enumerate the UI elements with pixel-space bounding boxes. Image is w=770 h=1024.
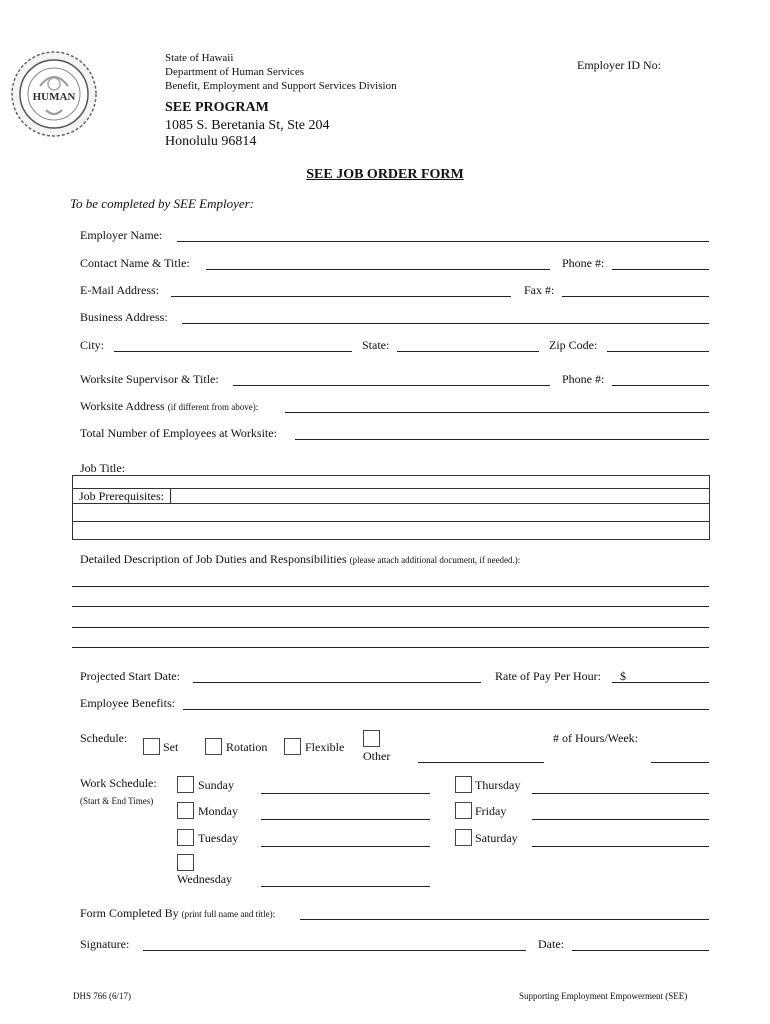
phone-label: Phone #: xyxy=(562,256,605,270)
fax-label: Fax #: xyxy=(524,283,555,297)
sunday-times-field[interactable] xyxy=(261,793,430,794)
schedule-rotation-checkbox[interactable] xyxy=(205,738,222,755)
description-line-2[interactable] xyxy=(72,606,709,607)
wednesday-checkbox[interactable] xyxy=(177,854,194,871)
dollar-sign: $ xyxy=(620,669,626,683)
business-address-label: Business Address: xyxy=(80,310,168,324)
work-schedule-note: (Start & End Times) xyxy=(80,796,154,806)
schedule-set-checkbox[interactable] xyxy=(143,738,160,755)
employer-name-field[interactable] xyxy=(177,241,709,242)
footer-program-name: Supporting Employment Empowerment (SEE) xyxy=(519,991,688,1001)
thursday-label: Thursday xyxy=(475,778,521,792)
description-label xyxy=(80,552,520,567)
worksite-address-field[interactable] xyxy=(285,412,709,413)
completed-by-label xyxy=(80,906,275,921)
schedule-other-label: Other xyxy=(363,749,391,763)
total-employees-label: Total Number of Employees at Worksite: xyxy=(80,426,277,440)
schedule-other-checkbox[interactable] xyxy=(363,730,380,747)
hours-week-label: # of Hours/Week: xyxy=(553,731,639,745)
saturday-times-field[interactable] xyxy=(532,846,709,847)
benefits-field[interactable] xyxy=(183,709,709,710)
job-table xyxy=(72,475,710,540)
benefits-label: Employee Benefits: xyxy=(80,696,175,710)
dhs-seal-logo xyxy=(10,48,98,140)
friday-times-field[interactable] xyxy=(532,819,709,820)
rate-pay-field[interactable] xyxy=(612,682,709,683)
completed-by-field[interactable] xyxy=(300,919,709,920)
saturday-checkbox[interactable] xyxy=(455,829,472,846)
supervisor-field[interactable] xyxy=(233,385,550,386)
worksite-address-label xyxy=(80,399,258,414)
signature-label: Signature: xyxy=(80,937,130,951)
saturday-label: Saturday xyxy=(475,831,518,845)
state-label: State: xyxy=(362,338,390,352)
job-prereq-field-1[interactable] xyxy=(73,504,709,522)
zip-field[interactable] xyxy=(607,351,709,352)
org-line-2: Department of Human Services xyxy=(165,66,304,78)
schedule-rotation-label: Rotation xyxy=(226,740,268,754)
date-field[interactable] xyxy=(572,950,709,951)
employer-name-label: Employer Name: xyxy=(80,228,163,242)
thursday-checkbox[interactable] xyxy=(455,776,472,793)
contact-name-label: Contact Name & Title: xyxy=(80,256,190,270)
start-date-field[interactable] xyxy=(193,682,481,683)
friday-checkbox[interactable] xyxy=(455,802,472,819)
form-instruction: To be completed by SEE Employer: xyxy=(70,196,254,211)
worksite-address-note: (if different from above): xyxy=(167,402,259,412)
supervisor-label: Worksite Supervisor & Title: xyxy=(80,372,219,386)
city-label: City: xyxy=(80,338,105,352)
wednesday-label: Wednesday xyxy=(177,872,233,886)
tuesday-times-field[interactable] xyxy=(261,846,430,847)
start-date-label: Projected Start Date: xyxy=(80,669,180,683)
sunday-checkbox[interactable] xyxy=(177,776,194,793)
form-title: SEE JOB ORDER FORM xyxy=(306,167,464,182)
schedule-flexible-checkbox[interactable] xyxy=(284,738,301,755)
description-line-1[interactable] xyxy=(72,586,709,587)
form-number: DHS 766 (6/17) xyxy=(73,991,131,1001)
sunday-label: Sunday xyxy=(198,778,234,792)
job-prereq-field-2[interactable] xyxy=(73,522,709,539)
fax-field[interactable] xyxy=(562,296,709,297)
schedule-other-field[interactable] xyxy=(418,762,544,763)
job-prereq-label: Job Prerequisites: xyxy=(79,489,171,503)
rate-pay-label: Rate of Pay Per Hour: xyxy=(495,669,601,683)
schedule-label: Schedule: xyxy=(80,731,128,745)
description-note: (please attach additional document, if needed.): xyxy=(349,555,521,565)
tuesday-checkbox[interactable] xyxy=(177,829,194,846)
thursday-times-field[interactable] xyxy=(532,793,709,794)
zip-label: Zip Code: xyxy=(549,338,598,352)
schedule-flexible-label: Flexible xyxy=(305,740,345,754)
completed-by-note: (print full name and title): xyxy=(181,909,276,919)
business-address-field[interactable] xyxy=(182,323,709,324)
city-field[interactable] xyxy=(114,351,352,352)
supervisor-phone-field[interactable] xyxy=(612,385,709,386)
program-address-2: Honolulu 96814 xyxy=(165,134,257,149)
wednesday-times-field[interactable] xyxy=(261,886,430,887)
description-text: Detailed Description of Job Duties and Responsibilities xyxy=(80,552,347,566)
completed-by-text: Form Completed By xyxy=(80,906,179,920)
description-line-4[interactable] xyxy=(72,647,709,648)
friday-label: Friday xyxy=(475,804,507,818)
employer-id-label: Employer ID No: xyxy=(577,58,661,72)
schedule-set-label: Set xyxy=(163,740,179,754)
worksite-address-text: Worksite Address xyxy=(80,399,165,413)
email-field[interactable] xyxy=(171,296,511,297)
description-line-3[interactable] xyxy=(72,627,709,628)
tuesday-label: Tuesday xyxy=(198,831,239,845)
date-label: Date: xyxy=(538,937,564,951)
hours-week-field[interactable] xyxy=(651,762,709,763)
signature-field[interactable] xyxy=(143,950,526,951)
svg-text:HUMAN: HUMAN xyxy=(32,91,76,103)
work-schedule-label: Work Schedule: xyxy=(80,776,157,790)
phone-field[interactable] xyxy=(612,269,709,270)
monday-times-field[interactable] xyxy=(261,819,430,820)
org-line-1: State of Hawaii xyxy=(165,52,234,64)
state-field[interactable] xyxy=(397,351,539,352)
job-prereq-row xyxy=(73,488,709,504)
program-address-1: 1085 S. Beretania St, Ste 204 xyxy=(165,118,330,133)
email-label: E-Mail Address: xyxy=(80,283,159,297)
supervisor-phone-label: Phone #: xyxy=(562,372,605,386)
job-title-label: Job Title: xyxy=(80,461,126,475)
monday-checkbox[interactable] xyxy=(177,802,194,819)
org-line-3: Benefit, Employment and Support Services Division xyxy=(165,80,397,92)
total-employees-field[interactable] xyxy=(295,439,709,440)
monday-label: Monday xyxy=(198,804,238,818)
contact-name-field[interactable] xyxy=(206,269,550,270)
program-name: SEE PROGRAM xyxy=(165,100,269,115)
